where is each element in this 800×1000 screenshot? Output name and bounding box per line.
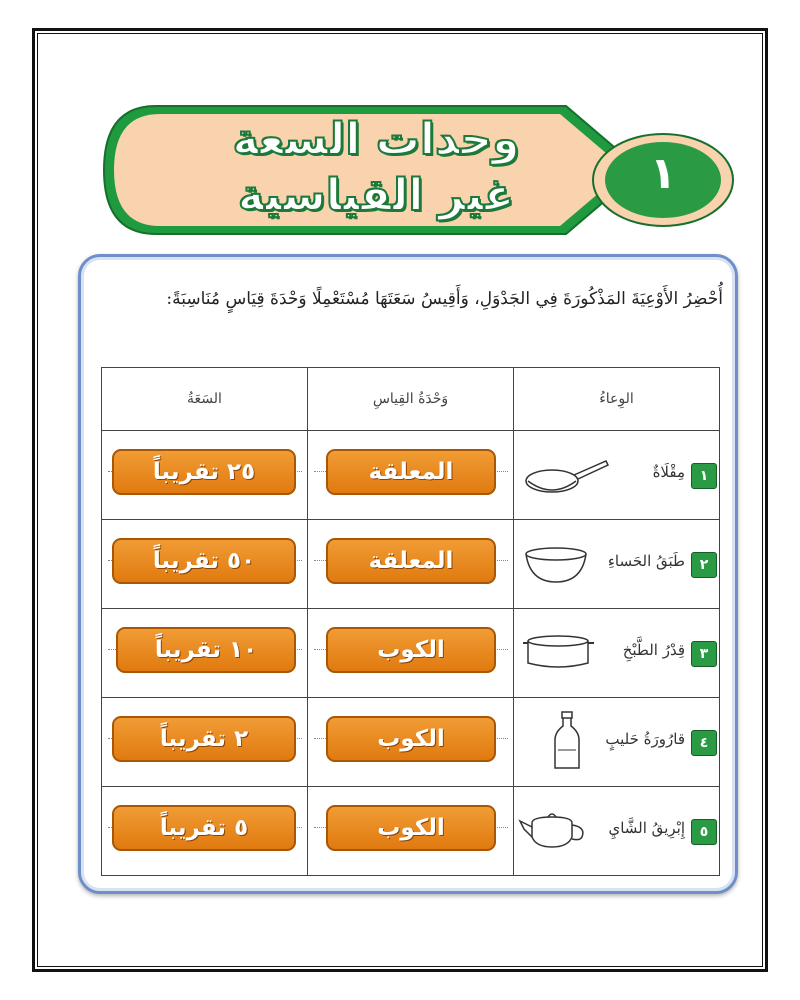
vessel-cell	[514, 609, 720, 698]
cooking-pot-icon	[522, 631, 596, 675]
vessel-cell	[514, 520, 720, 609]
row-number-badge: ٣	[691, 641, 717, 667]
row-number-badge: ١	[691, 463, 717, 489]
frying-pan-icon	[522, 453, 612, 497]
lesson-title-line-1: وحدات السعة	[232, 114, 520, 165]
capacity-answer: ٥٠ تقريباً	[112, 538, 296, 584]
capacity-table	[101, 367, 720, 876]
table-row	[102, 520, 720, 609]
capacity-cell	[102, 609, 308, 698]
row-number-badge: ٥	[691, 819, 717, 845]
lesson-title-line-2: غير القياسية	[237, 170, 515, 221]
table-row	[102, 431, 720, 520]
exercise-panel	[78, 254, 738, 894]
unit-answer: الكوب	[326, 716, 496, 762]
header-capacity: السَعَةُ	[102, 368, 308, 431]
unit-answer: المعلقة	[326, 449, 496, 495]
capacity-cell	[102, 787, 308, 876]
lesson-number: ١	[649, 148, 677, 199]
row-number-badge: ٢	[691, 552, 717, 578]
capacity-answer: ١٠ تقريباً	[116, 627, 296, 673]
header-unit: وَحْدَةُ القِياسِ	[308, 368, 514, 431]
table-row	[102, 698, 720, 787]
unit-answer: المعلقة	[326, 538, 496, 584]
vessel-name: مِقْلَاةٌ	[652, 463, 685, 481]
capacity-answer: ٥ تقريباً	[112, 805, 296, 851]
lesson-number-badge	[588, 130, 738, 230]
unit-cell	[308, 431, 514, 520]
capacity-cell	[102, 520, 308, 609]
instruction-text: أُحْضِرُ الأَوْعِيَةَ المَذْكُورَةَ فِي الجَدْوَلِ، وَأَقِيسُ سَعَتَهَا مُسْتَعْمِلًا وَحْدَةَ قِيَاسٍ مُنَاسِبَةً:	[166, 289, 723, 309]
vessel-name: إِبْرِيقُ الشَّايِ	[608, 819, 685, 837]
row-number-badge: ٤	[691, 730, 717, 756]
header-vessel: الوِعاءُ	[514, 368, 720, 431]
teapot-icon	[518, 807, 588, 851]
vessel-cell	[514, 431, 720, 520]
capacity-cell	[102, 698, 308, 787]
unit-cell	[308, 520, 514, 609]
vessel-cell	[514, 787, 720, 876]
unit-cell	[308, 698, 514, 787]
table-row	[102, 787, 720, 876]
capacity-answer: ٢ تقريباً	[112, 716, 296, 762]
unit-cell	[308, 787, 514, 876]
capacity-answer: ٢٥ تقريباً	[112, 449, 296, 495]
unit-answer: الكوب	[326, 805, 496, 851]
soup-bowl-icon	[522, 542, 592, 586]
lesson-title-banner	[96, 100, 656, 240]
vessel-cell	[514, 698, 720, 787]
unit-cell	[308, 609, 514, 698]
table-header-row	[102, 368, 720, 431]
unit-answer: الكوب	[326, 627, 496, 673]
vessel-name: قِدْرُ الطَّبْخِ	[622, 641, 685, 659]
vessel-name: قارُورَةُ حَليبٍ	[605, 730, 685, 748]
capacity-cell	[102, 431, 308, 520]
table-row	[102, 609, 720, 698]
milk-bottle-icon	[552, 710, 582, 772]
vessel-name: طَبَقُ الحَساءِ	[607, 552, 685, 570]
